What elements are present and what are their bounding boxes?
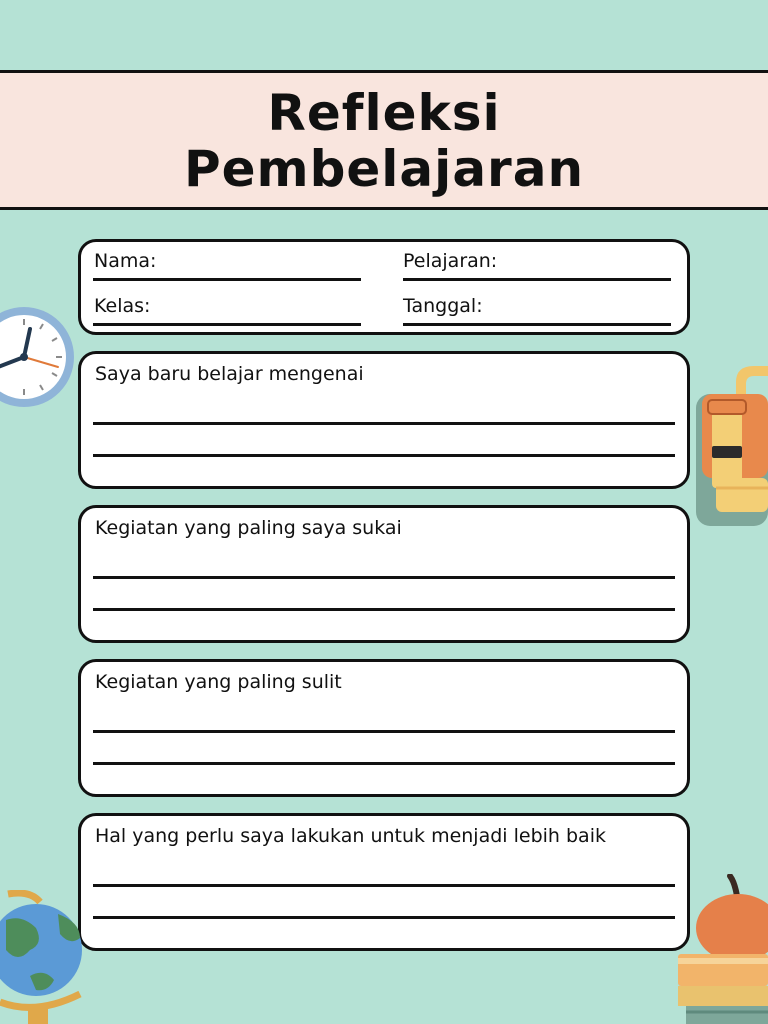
answer-line-1[interactable] [93, 576, 675, 579]
section-prompt: Kegiatan yang paling saya sukai [95, 517, 402, 539]
answer-line-1[interactable] [93, 730, 675, 733]
reflection-section-favorite [78, 505, 690, 643]
date-label: Tanggal: [403, 295, 483, 317]
title-line-2: Pembelajaran [183, 140, 585, 198]
date-field[interactable] [403, 323, 671, 326]
answer-line-2[interactable] [93, 916, 675, 919]
title-line-1: Refleksi [267, 84, 501, 142]
title-banner [0, 70, 768, 210]
section-prompt: Hal yang perlu saya lakukan untuk menjadi lebih baik [95, 825, 606, 847]
answer-line-1[interactable] [93, 422, 675, 425]
identity-card [78, 239, 690, 335]
reflection-section-improve [78, 813, 690, 951]
answer-line-2[interactable] [93, 608, 675, 611]
answer-line-1[interactable] [93, 884, 675, 887]
answer-line-2[interactable] [93, 762, 675, 765]
clock-icon [0, 305, 78, 409]
section-prompt: Kegiatan yang paling sulit [95, 671, 342, 693]
school-bag-icon [694, 360, 768, 530]
reflection-section-hardest [78, 659, 690, 797]
class-field[interactable] [93, 323, 361, 326]
name-field[interactable] [93, 278, 361, 281]
subject-field[interactable] [403, 278, 671, 281]
subject-label: Pelajaran: [403, 250, 498, 272]
class-label: Kelas: [94, 295, 151, 317]
globe-icon [0, 890, 90, 1024]
section-prompt: Saya baru belajar mengenai [95, 363, 364, 385]
reflection-section-learned [78, 351, 690, 489]
apple-books-icon [672, 874, 768, 1024]
answer-line-2[interactable] [93, 454, 675, 457]
name-label: Nama: [94, 250, 157, 272]
